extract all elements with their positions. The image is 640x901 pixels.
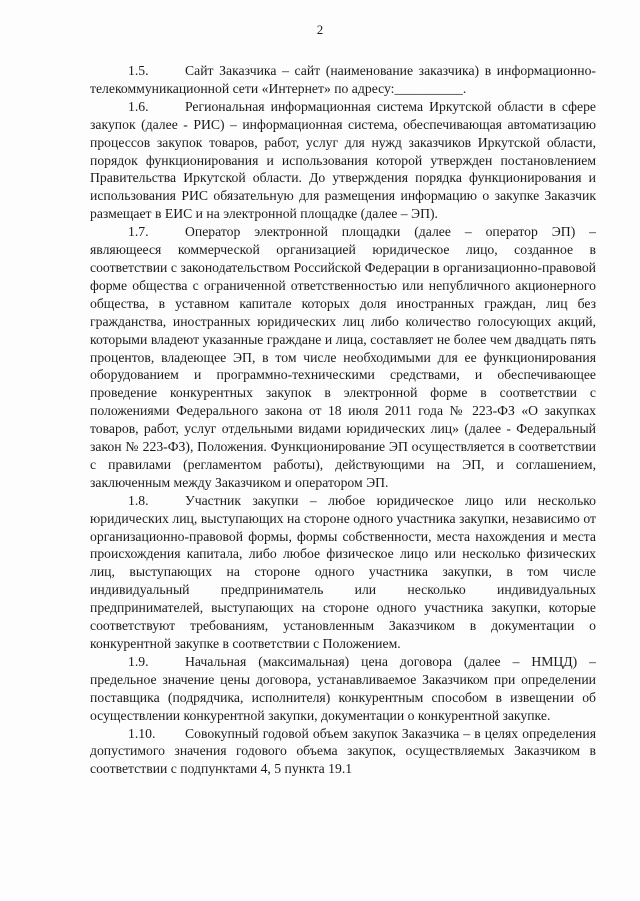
paragraph-text: Региональная информационная система Иркутской области в сфере закупок (далее - РИС) – информационная система, обеспечивающая автоматизацию процессов закупок товаров, работ, услуг для нужд заказчиков Иркутской области, порядок функционирования и использования которой утвержден постановлением Правительства Иркутской области. До утверждения порядка функционирования и использования РИС обязательную для размещения информацию о закупке Заказчик размещает в ЕИС и на электронной площадке (далее – ЭП). bbox=[90, 98, 596, 222]
paragraph-1-10 bbox=[90, 725, 596, 779]
paragraph-number: 1.10. bbox=[128, 725, 156, 741]
page-number: 2 bbox=[316, 22, 324, 37]
paragraph-number: 1.9. bbox=[128, 653, 149, 669]
paragraph-1-8 bbox=[90, 492, 596, 653]
paragraph-text: Участник закупки – любое юридическое лицо или несколько юридических лиц, выступающих на стороне одного участника закупки, независимо от организационно-правовой формы, формы собственности, места нахождения и места происхождения капитала, либо любое физическое лицо или несколько физических лиц, выступающих на стороне одного участника закупки, в том числе индивидуальный предприниматель или несколько индивидуальных предпринимателей, выступающих на стороне одного участника закупки, которые соответствуют требованиям, установленным Заказчиком в документации о конкурентной закупке в соответствии с Положением. bbox=[90, 492, 596, 651]
paragraph-text: Сайт Заказчика – сайт (наименование заказчика) в информационно-телекоммуникационной сети «Интернет» по адресу:__________. bbox=[90, 63, 596, 96]
paragraph-number: 1.6. bbox=[128, 98, 149, 114]
paragraph-1-7 bbox=[90, 223, 596, 492]
paragraph-number: 1.8. bbox=[128, 492, 149, 508]
paragraph-text: Начальная (максимальная) цена договора (далее – НМЦД) – предельное значение цены договора, устанавливаемое Заказчиком при определении поставщика (подрядчика, исполнителя) конкурентным способом в извещении об осуществлении конкурентной закупки, документации о конкурентной закупке. bbox=[90, 653, 596, 723]
paragraph-number: 1.7. bbox=[128, 224, 149, 240]
paragraph-1-6 bbox=[90, 98, 596, 223]
paragraph-text: Оператор электронной площадки (далее – оператор ЭП) – являющееся коммерческой организацией юридическое лицо, созданное в соответствии с законодательством Российской Федерации в организационно-правовой форме общества с ограниченной ответственностью или непубличного акционерного общества, в уставном капитале которых доля иностранных граждан, лиц без гражданства, иностранных юридических лиц либо количество голосующих акций, которыми владеют указанные граждане и лица, составляет не более чем двадцать пять процентов, владеющее ЭП, в том числе необходимыми для ее функционирования оборудованием и программно-техническими средствами, и обеспечивающее проведение конкурентных закупок в электронной форме в соответствии с положениями Федерального закона от 18 июля 2011 года № 223-ФЗ «О закупках товаров, работ, услуг отдельными видами юридических лиц» (далее - Федеральный закон № 223-ФЗ), Положения. Функционирование ЭП осуществляется в соответствии с правилами (регламентом работы), действующими на ЭП, и соглашением, заключенным между Заказчиком и оператором ЭП. bbox=[90, 224, 596, 490]
document-body bbox=[90, 62, 596, 778]
paragraph-1-5 bbox=[90, 62, 596, 98]
paragraph-1-9 bbox=[90, 653, 596, 725]
paragraph-number: 1.5. bbox=[128, 63, 149, 78]
paragraph-text: Совокупный годовой объем закупок Заказчика – в целях определения допустимого значения годового объема закупок, осуществляемых Заказчиком в соответствии с подпунктами 4, 5 пункта 19.1 bbox=[90, 725, 596, 777]
